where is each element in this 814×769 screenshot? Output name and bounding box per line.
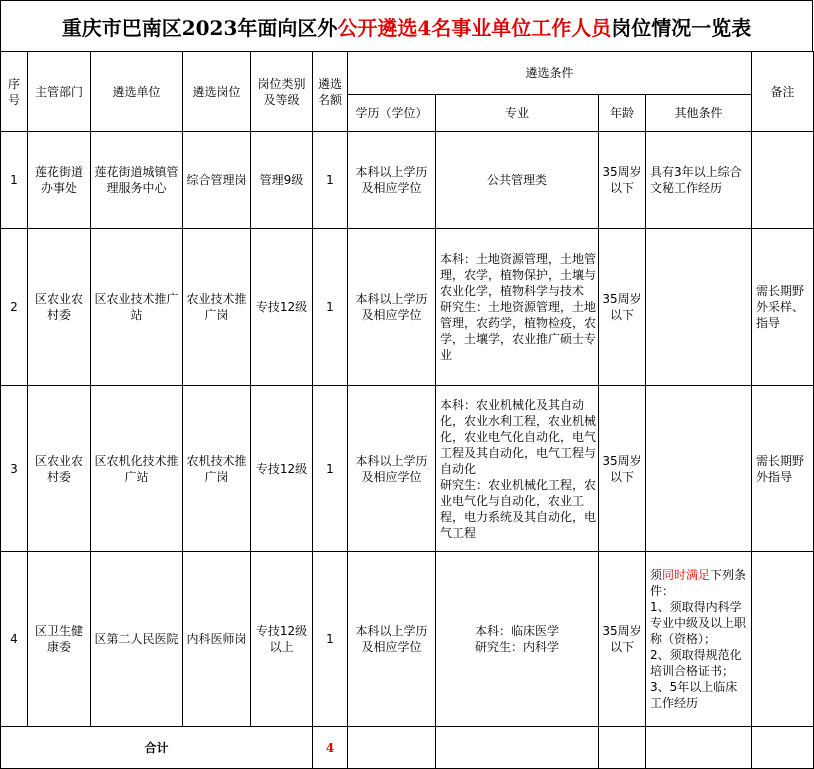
cell-edu: 本科以上学历及相应学位 <box>348 552 436 727</box>
cell-unit: 区农业技术推广站 <box>91 229 183 386</box>
cell-remark: 需长期野外采样、指导 <box>752 229 814 386</box>
cell-level: 专技12级 <box>251 229 313 386</box>
table-row <box>1 229 814 386</box>
table-row <box>1 386 814 552</box>
cell-age: 35周岁以下 <box>599 229 646 386</box>
total-row <box>1 727 814 769</box>
major-text: 本科：土地资源管理，土地管理，农学，植物保护，土壤与农业化学，植物科学与技术 研究生：土地资源管理，土地管理，农药学，植物检疫，农学，土壤学，农业推广硕士专业 <box>440 252 597 362</box>
cell-other <box>646 229 752 386</box>
cell-post: 内科医师岗 <box>183 552 251 727</box>
cell-seq: 4 <box>1 552 28 727</box>
major-text: 本科：农业机械化及其自动化，农业水利工程，农业机械化，农业电气化自动化，电气工程及其自动化，电气工程与自动化 研究生：农业机械化工程，农业电气化与自动化，农业工程，电力系统及其自动化，电气工程 <box>440 397 597 540</box>
header-level: 岗位类别及等级 <box>251 52 313 132</box>
cell-post: 农机技术推广岗 <box>183 386 251 552</box>
cell-level: 专技12级 <box>251 386 313 552</box>
cell-quota: 1 <box>313 229 348 386</box>
cell-remark: 需长期野外指导 <box>752 386 814 552</box>
cell-edu: 本科以上学历及相应学位 <box>348 229 436 386</box>
header-remark: 备注 <box>752 52 814 132</box>
cell-quota: 1 <box>313 132 348 229</box>
cell-seq: 3 <box>1 386 28 552</box>
major-text: 本科：临床医学 研究生：内科学 <box>474 624 559 654</box>
cell-dept: 区农业农村委 <box>28 386 91 552</box>
header-post: 遴选岗位 <box>183 52 251 132</box>
header-conditions: 遴选条件 <box>348 52 752 95</box>
header-dept: 主管部门 <box>28 52 91 132</box>
cell-quota: 1 <box>313 386 348 552</box>
cell-unit: 区农机化技术推广站 <box>91 386 183 552</box>
header-unit: 遴选单位 <box>91 52 183 132</box>
cell-remark <box>752 132 814 229</box>
cell-age: 35周岁以下 <box>599 552 646 727</box>
cell-post: 农业技术推广岗 <box>183 229 251 386</box>
cell-dept: 区卫生健康委 <box>28 552 91 727</box>
other-suffix: 下列条件： <box>650 568 747 598</box>
total-empty-other <box>646 727 752 769</box>
cell-major <box>436 552 599 727</box>
cell-unit: 区第二人民医院 <box>91 552 183 727</box>
cell-seq: 2 <box>1 229 28 386</box>
total-value: 4 <box>313 727 348 769</box>
other-prefix: 须 <box>650 568 663 582</box>
other-items: 1、须取得内科学专业中级及以上职称（资格）； 2、须取得规范化培训合格证书； 3、5年以上临床工作经历 <box>650 600 747 710</box>
other-red-emphasis: 同时满足 <box>662 568 711 582</box>
cell-unit: 莲花街道城镇管理服务中心 <box>91 132 183 229</box>
page-title <box>0 0 813 52</box>
total-empty-edu <box>348 727 436 769</box>
title-part-3: 岗位情况一览表 <box>611 15 752 40</box>
cell-age: 35周岁以下 <box>599 132 646 229</box>
total-empty-remark <box>752 727 814 769</box>
cell-post: 综合管理岗 <box>183 132 251 229</box>
cell-major <box>436 229 599 386</box>
cell-age: 35周岁以下 <box>599 386 646 552</box>
header-edu: 学历（学位） <box>348 95 436 132</box>
positions-table <box>0 51 814 769</box>
cell-level: 管理9级 <box>251 132 313 229</box>
total-empty-age <box>599 727 646 769</box>
cell-major: 公共管理类 <box>436 132 599 229</box>
total-empty-major <box>436 727 599 769</box>
header-row-1 <box>1 52 814 95</box>
cell-dept: 莲花街道办事处 <box>28 132 91 229</box>
table-row <box>1 132 814 229</box>
table-row <box>1 552 814 727</box>
cell-quota: 1 <box>313 552 348 727</box>
header-quota: 遴选名额 <box>313 52 348 132</box>
header-seq: 序号 <box>1 52 28 132</box>
cell-other <box>646 552 752 727</box>
cell-other <box>646 386 752 552</box>
cell-level: 专技12级以上 <box>251 552 313 727</box>
cell-seq: 1 <box>1 132 28 229</box>
title-part-1: 重庆市巴南区2023年面向区外 <box>61 15 338 40</box>
cell-dept: 区农业农村委 <box>28 229 91 386</box>
cell-major <box>436 386 599 552</box>
title-part-2-red: 公开遴选4名事业单位工作人员 <box>337 15 612 40</box>
cell-edu: 本科以上学历及相应学位 <box>348 386 436 552</box>
cell-edu: 本科以上学历及相应学位 <box>348 132 436 229</box>
cell-other: 具有3年以上综合文秘工作经历 <box>646 132 752 229</box>
header-other: 其他条件 <box>646 95 752 132</box>
header-age: 年龄 <box>599 95 646 132</box>
total-label: 合计 <box>1 727 313 769</box>
header-major: 专业 <box>436 95 599 132</box>
cell-remark <box>752 552 814 727</box>
